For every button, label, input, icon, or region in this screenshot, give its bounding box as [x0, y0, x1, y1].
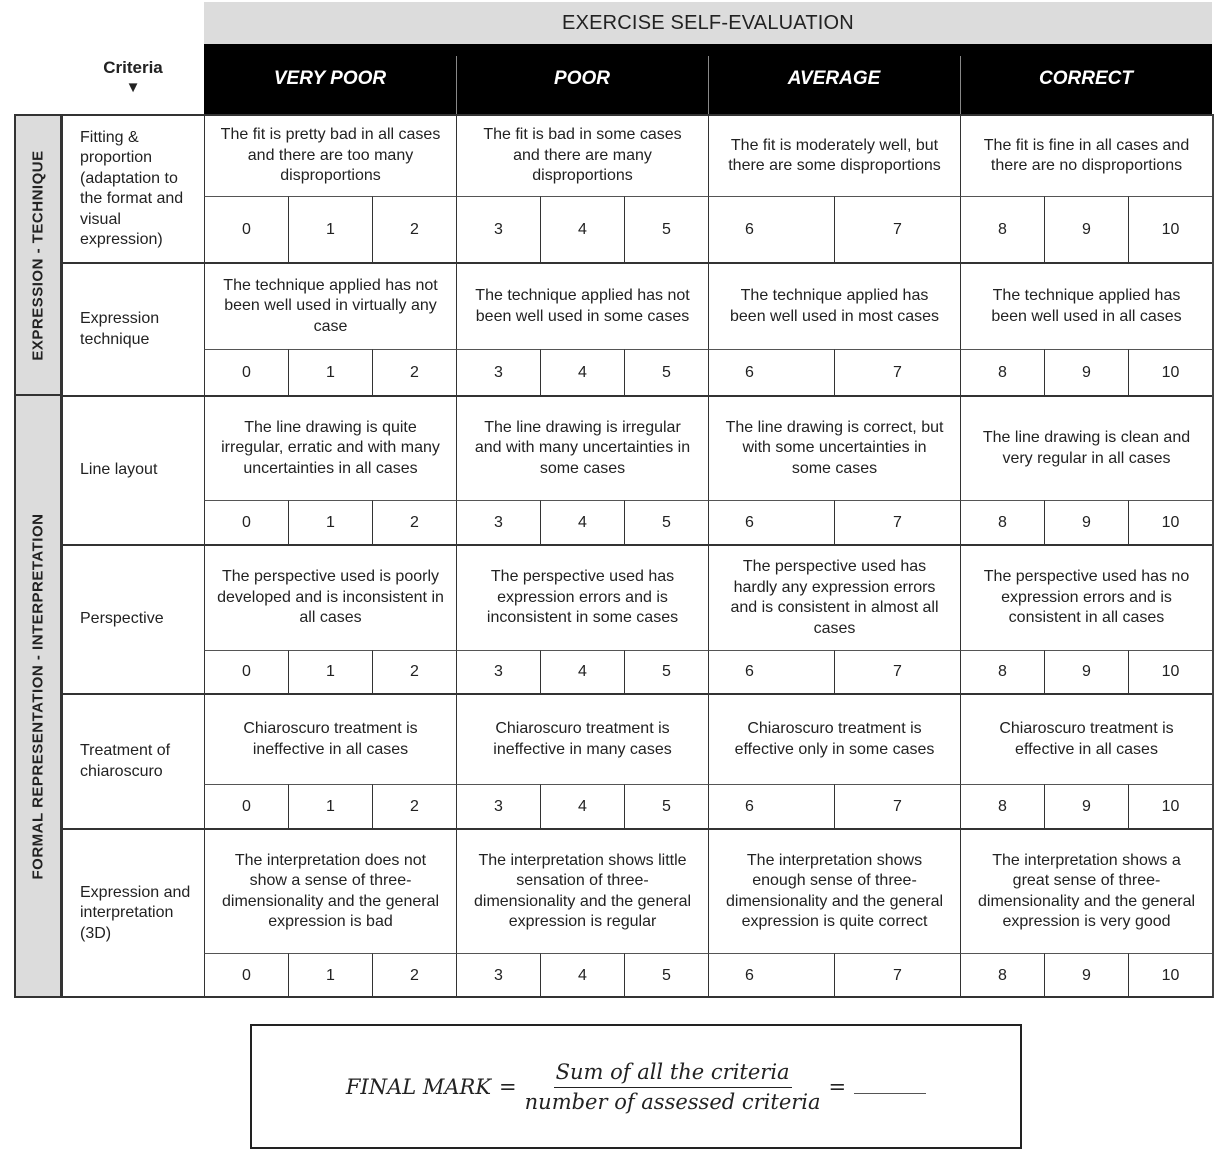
score-cell[interactable]: 2 — [372, 953, 456, 997]
score-cell[interactable]: 0 — [204, 500, 288, 544]
equals-sign: = — [828, 1074, 847, 1099]
description-very-poor: The interpretation does not show a sense of three-dimensionality and the general expression is bad — [204, 828, 456, 953]
score-cell[interactable]: 10 — [1128, 500, 1212, 544]
header-divider — [708, 56, 709, 114]
criterion-name: Perspective — [62, 544, 204, 693]
description-very-poor: The perspective used is poorly developed and is inconsistent in all cases — [204, 544, 456, 650]
score-cell[interactable]: 5 — [624, 650, 708, 693]
score-cell[interactable]: 10 — [1128, 196, 1212, 262]
description-poor: The perspective used has expression errors and is inconsistent in some cases — [456, 544, 708, 650]
score-cell[interactable]: 2 — [372, 196, 456, 262]
score-cell[interactable]: 5 — [624, 953, 708, 997]
description-very-poor: The technique applied has not been well used in virtually any case — [204, 262, 456, 349]
description-very-poor: Chiaroscuro treatment is ineffective in all cases — [204, 693, 456, 784]
description-average: Chiaroscuro treatment is effective only in some cases — [708, 693, 960, 784]
score-cell[interactable]: 6 — [708, 196, 834, 262]
table-right-border — [1212, 114, 1214, 998]
level-header-correct: CORRECT — [960, 44, 1212, 114]
score-cell[interactable]: 3 — [456, 784, 540, 828]
score-cell[interactable]: 5 — [624, 196, 708, 262]
score-cell[interactable]: 0 — [204, 784, 288, 828]
final-mark-blank[interactable] — [854, 1079, 926, 1094]
rubric-title: EXERCISE SELF-EVALUATION — [204, 2, 1212, 44]
score-cell[interactable]: 4 — [540, 650, 624, 693]
header-divider — [960, 56, 961, 114]
score-cell[interactable]: 8 — [960, 500, 1044, 544]
description-poor: The interpretation shows little sensation of three-dimensionality and the general expression is regular — [456, 828, 708, 953]
score-cell[interactable]: 9 — [1044, 196, 1128, 262]
score-cell[interactable]: 8 — [960, 953, 1044, 997]
score-cell[interactable]: 1 — [288, 650, 372, 693]
score-cell[interactable]: 10 — [1128, 784, 1212, 828]
score-cell[interactable]: 3 — [456, 196, 540, 262]
score-cell[interactable]: 9 — [1044, 500, 1128, 544]
description-correct: The line drawing is clean and very regular in all cases — [960, 395, 1212, 500]
level-header-very-poor: VERY POOR — [204, 44, 456, 114]
score-cell[interactable]: 10 — [1128, 349, 1212, 395]
score-cell[interactable]: 1 — [288, 953, 372, 997]
level-header-average: AVERAGE — [708, 44, 960, 114]
score-cell[interactable]: 5 — [624, 784, 708, 828]
description-very-poor: The line drawing is quite irregular, erratic and with many uncertainties in all cases — [204, 395, 456, 500]
description-correct: The fit is fine in all cases and there are no disproportions — [960, 114, 1212, 196]
score-cell[interactable]: 3 — [456, 953, 540, 997]
score-cell[interactable]: 7 — [834, 650, 960, 693]
score-cell[interactable]: 0 — [204, 349, 288, 395]
description-poor: The fit is bad in some cases and there are many disproportions — [456, 114, 708, 196]
description-average: The line drawing is correct, but with some uncertainties in some cases — [708, 395, 960, 500]
criteria-label: Criteria — [103, 58, 163, 77]
score-cell[interactable]: 6 — [708, 349, 834, 395]
score-cell[interactable]: 7 — [834, 500, 960, 544]
table-bottom-border — [14, 996, 1213, 998]
score-cell[interactable]: 8 — [960, 349, 1044, 395]
description-very-poor: The fit is pretty bad in all cases and there are too many disproportions — [204, 114, 456, 196]
score-cell[interactable]: 2 — [372, 349, 456, 395]
header-divider — [456, 56, 457, 114]
score-cell[interactable]: 10 — [1128, 650, 1212, 693]
score-cell[interactable]: 3 — [456, 650, 540, 693]
score-cell[interactable]: 4 — [540, 953, 624, 997]
description-correct: The interpretation shows a great sense of three-dimensionality and the general expression is very good — [960, 828, 1212, 953]
score-cell[interactable]: 1 — [288, 500, 372, 544]
score-cell[interactable]: 3 — [456, 500, 540, 544]
down-triangle-icon: ▼ — [125, 79, 141, 96]
final-mark-formula — [250, 1024, 1022, 1149]
description-correct: The perspective used has no expression errors and is consistent in all cases — [960, 544, 1212, 650]
score-cell[interactable]: 7 — [834, 349, 960, 395]
description-poor: The line drawing is irregular and with many uncertainties in some cases — [456, 395, 708, 500]
score-cell[interactable]: 6 — [708, 784, 834, 828]
score-cell[interactable]: 8 — [960, 784, 1044, 828]
criteria-column-header — [62, 44, 204, 114]
score-cell[interactable]: 4 — [540, 784, 624, 828]
score-cell[interactable]: 9 — [1044, 953, 1128, 997]
equals-sign: = — [499, 1074, 517, 1099]
score-cell[interactable]: 1 — [288, 196, 372, 262]
formula-fraction — [525, 1060, 821, 1114]
score-cell[interactable]: 0 — [204, 650, 288, 693]
score-cell[interactable]: 9 — [1044, 650, 1128, 693]
description-average: The fit is moderately well, but there are some disproportions — [708, 114, 960, 196]
group-label: FORMAL REPRESENTATION - INTERPRETATION — [29, 513, 47, 879]
score-cell[interactable]: 4 — [540, 349, 624, 395]
score-cell[interactable]: 7 — [834, 196, 960, 262]
score-cell[interactable]: 6 — [708, 953, 834, 997]
criterion-name: Expression technique — [62, 262, 204, 395]
level-header-poor: POOR — [456, 44, 708, 114]
formula-label: FINAL MARK — [345, 1074, 492, 1099]
score-cell[interactable]: 5 — [624, 500, 708, 544]
criterion-name: Treatment of chiaroscuro — [62, 693, 204, 828]
score-cell[interactable]: 10 — [1128, 953, 1212, 997]
criterion-name: Expression and interpretation (3D) — [62, 828, 204, 997]
score-cell[interactable]: 5 — [624, 349, 708, 395]
description-correct: The technique applied has been well used in all cases — [960, 262, 1212, 349]
score-cell[interactable]: 4 — [540, 500, 624, 544]
score-cell[interactable]: 9 — [1044, 349, 1128, 395]
group-label: EXPRESSION - TECHNIQUE — [29, 149, 47, 361]
score-cell[interactable]: 8 — [960, 196, 1044, 262]
score-cell[interactable]: 9 — [1044, 784, 1128, 828]
description-average: The technique applied has been well used in most cases — [708, 262, 960, 349]
score-cell[interactable]: 0 — [204, 196, 288, 262]
score-cell[interactable]: 6 — [708, 500, 834, 544]
score-cell[interactable]: 8 — [960, 650, 1044, 693]
criterion-name: Line layout — [62, 395, 204, 544]
score-cell[interactable]: 2 — [372, 650, 456, 693]
score-cell[interactable]: 2 — [372, 500, 456, 544]
score-cell[interactable]: 2 — [372, 784, 456, 828]
score-cell[interactable]: 6 — [708, 650, 834, 693]
score-cell[interactable]: 1 — [288, 784, 372, 828]
score-cell[interactable]: 7 — [834, 953, 960, 997]
formula-numerator: Sum of all the criteria — [554, 1060, 792, 1088]
description-correct: Chiaroscuro treatment is effective in all cases — [960, 693, 1212, 784]
score-cell[interactable]: 3 — [456, 349, 540, 395]
description-poor: The technique applied has not been well used in some cases — [456, 262, 708, 349]
group-expression-technique — [14, 114, 62, 396]
score-cell[interactable]: 1 — [288, 349, 372, 395]
score-cell[interactable]: 4 — [540, 196, 624, 262]
description-average: The perspective used has hardly any expression errors and is consistent in almost all cases — [708, 544, 960, 650]
criterion-name: Fitting & proportion (adaptation to the format and visual expression) — [62, 114, 204, 262]
formula-denominator: number of assessed criteria — [524, 1089, 821, 1114]
group-formal-representation — [14, 394, 62, 998]
description-poor: Chiaroscuro treatment is ineffective in many cases — [456, 693, 708, 784]
description-average: The interpretation shows enough sense of three-dimensionality and the general expression is quite correct — [708, 828, 960, 953]
score-cell[interactable]: 7 — [834, 784, 960, 828]
score-cell[interactable]: 0 — [204, 953, 288, 997]
